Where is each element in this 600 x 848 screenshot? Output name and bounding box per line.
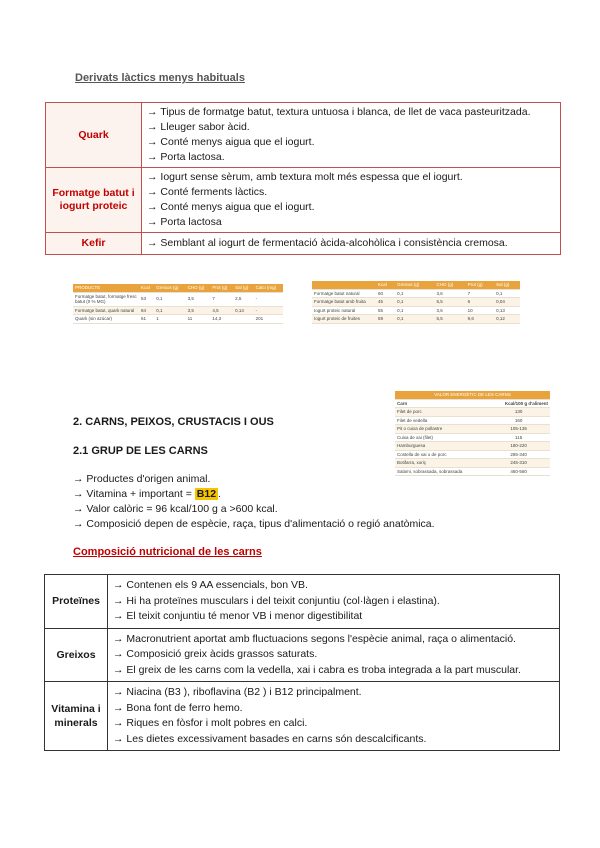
table-title-row bbox=[395, 391, 550, 399]
cell: 0,12 bbox=[494, 315, 520, 324]
column-header: Prot (g) bbox=[210, 284, 233, 292]
table-row bbox=[395, 467, 550, 476]
table-row bbox=[73, 306, 283, 315]
text-line: → Composició greix àcids grassos saturats. bbox=[113, 648, 318, 660]
row-text-vitamina-minerals bbox=[108, 682, 560, 751]
carns-line-valor-caloric: → Valor calòric = 96 kcal/100 g a >600 kcal. bbox=[73, 503, 278, 515]
cell: 4,5 bbox=[210, 306, 233, 315]
cell: 105-135 bbox=[487, 425, 550, 434]
table-title: VALOR ENERGÈTIC DE LES CARNS bbox=[395, 391, 550, 399]
cell: 2,5 bbox=[233, 292, 254, 306]
row-label-proteines: Proteïnes bbox=[45, 575, 108, 629]
table-row bbox=[46, 168, 561, 233]
text-line: → Niacina (B3 ), riboflavina (B2 ) i B12 principalment. bbox=[113, 686, 362, 698]
text-line: → Conté menys aigua que el iogurt. bbox=[147, 201, 315, 213]
cell: 84 bbox=[139, 306, 154, 315]
cell: 61 bbox=[139, 315, 154, 324]
table-row bbox=[395, 433, 550, 442]
cell: 0,13 bbox=[494, 306, 520, 315]
cell: Iogurt proteic de fruites bbox=[312, 315, 376, 324]
column-header: Kcal bbox=[376, 281, 395, 289]
text-line: → Hi ha proteïnes musculars i del teixit conjuntiu (col·làgen i elastina). bbox=[113, 594, 440, 607]
text-line: → Semblant al iogurt de fermentació àcida-alcohòlica i consistència cremosa. bbox=[147, 237, 508, 249]
cell: Quark (sin azúcar) bbox=[73, 315, 139, 324]
cell: 245-310 bbox=[487, 459, 550, 468]
cell: Formatge batut amb fruita bbox=[312, 298, 376, 307]
table-row bbox=[73, 315, 283, 324]
cell: 3,5 bbox=[186, 306, 211, 315]
table-row bbox=[312, 289, 520, 298]
cell: 201 bbox=[254, 315, 283, 324]
cell: 0,1 bbox=[395, 298, 434, 307]
text-line: → Tipus de formatge batut, textura untuosa i blanca, de llet de vaca pasteuritzada. bbox=[147, 106, 531, 118]
cell: Hamburguesa bbox=[395, 442, 487, 451]
cell: 0,1 bbox=[154, 306, 185, 315]
cell: 0,04 bbox=[494, 298, 520, 307]
cell: 60 bbox=[376, 289, 395, 298]
row-text-greixos bbox=[108, 628, 560, 682]
nutrition-image-table-2 bbox=[312, 281, 520, 324]
cell: 180-220 bbox=[487, 442, 550, 451]
cell: Formatge batut, formatge fresc batut (0 % MG) bbox=[73, 292, 139, 306]
cell: Filet de vedella bbox=[395, 416, 487, 425]
cell: 10 bbox=[466, 306, 495, 315]
cell: - bbox=[254, 292, 283, 306]
row-text-kefir bbox=[142, 233, 561, 255]
cell: Formatge batut, quark natural bbox=[73, 306, 139, 315]
cell: 0,1 bbox=[154, 292, 185, 306]
nutrition-image-table-1 bbox=[73, 284, 283, 324]
table-header-row bbox=[395, 399, 550, 408]
cell: 55 bbox=[376, 306, 395, 315]
cell: 59 bbox=[376, 315, 395, 324]
cell: 0,1 bbox=[494, 289, 520, 298]
carns-line-vitamina bbox=[73, 487, 221, 502]
row-label-formatge-batut: Formatge batut i iogurt proteic bbox=[46, 168, 142, 233]
cell: Salami, sobrassada, sobrassada bbox=[395, 467, 487, 476]
table-row bbox=[395, 416, 550, 425]
cell: 7 bbox=[210, 292, 233, 306]
text-line: → Porta lactosa. bbox=[147, 151, 225, 163]
cell: Iogurt proteic natural bbox=[312, 306, 376, 315]
heading-derivats: Derivats làctics menys habituals bbox=[75, 72, 245, 84]
cell: 160 bbox=[487, 416, 550, 425]
table-row bbox=[45, 628, 560, 682]
table-row bbox=[395, 450, 550, 459]
cell: 6 bbox=[466, 298, 495, 307]
table-row bbox=[73, 292, 283, 306]
cell: Cuixa de xai (filet) bbox=[395, 433, 487, 442]
text-line: → El teixit conjuntiu té menor VB i menor digestibilitat bbox=[113, 610, 363, 622]
column-header: CHO (g) bbox=[186, 284, 211, 292]
cell: 0,1 bbox=[395, 289, 434, 298]
column-header: Kcal bbox=[139, 284, 154, 292]
row-text-quark bbox=[142, 103, 561, 168]
text-line: → Lleuger sabor àcid. bbox=[147, 121, 250, 133]
column-header: Prot (g) bbox=[466, 281, 495, 289]
row-label-vitamina-minerals: Vitamina i minerals bbox=[45, 682, 108, 751]
cell: 3,5 bbox=[186, 292, 211, 306]
table-row bbox=[312, 298, 520, 307]
heading-composicio: Composició nutricional de les carns bbox=[73, 546, 262, 558]
column-header: Greixos (g) bbox=[154, 284, 185, 292]
cell: 11 bbox=[186, 315, 211, 324]
cell: 3,6 bbox=[434, 289, 465, 298]
column-header: CHO (g) bbox=[434, 281, 465, 289]
column-header: Carn bbox=[395, 399, 487, 408]
cell: Costella de xai o de porc bbox=[395, 450, 487, 459]
table-row bbox=[45, 682, 560, 751]
text-line: → Conté menys aigua que el iogurt. bbox=[147, 136, 315, 148]
table-header-row bbox=[73, 284, 283, 292]
carns-line-composicio: → Composició depen de espècie, raça, tipus d'alimentació o regió anatòmica. bbox=[73, 518, 435, 530]
text-line: → El greix de les carns com la vedella, xai i cabra es troba integrada a la part muscular. bbox=[113, 663, 521, 676]
cell: 1 bbox=[154, 315, 185, 324]
row-text-formatge-batut bbox=[142, 168, 561, 233]
column-header: Calci (mg) bbox=[254, 284, 283, 292]
text-line: → Conté ferments làctics. bbox=[147, 186, 268, 198]
cell bbox=[233, 315, 254, 324]
cell: 0,1 bbox=[395, 306, 434, 315]
column-header: Kcal/100 g d'aliment bbox=[487, 399, 550, 408]
text-line: → Porta lactosa bbox=[147, 216, 222, 228]
row-text-proteines bbox=[108, 575, 560, 629]
cell: Formatge batut natural bbox=[312, 289, 376, 298]
energy-value-image-table bbox=[395, 391, 550, 476]
cell: Filet de porc bbox=[395, 408, 487, 417]
table-row bbox=[46, 233, 561, 255]
carns-line-origen: → Productes d'origen animal. bbox=[73, 473, 211, 485]
composicio-table bbox=[44, 574, 560, 751]
text-line: → Contenen els 9 AA essencials, bon VB. bbox=[113, 579, 308, 591]
cell: 9,6 bbox=[466, 315, 495, 324]
text-line: → Iogurt sense sèrum, amb textura molt més espessa que el iogurt. bbox=[147, 171, 463, 183]
table-row bbox=[395, 459, 550, 468]
subsection-heading: 2.1 GRUP DE LES CARNS bbox=[73, 445, 208, 457]
column-header: PRODUCTE bbox=[73, 284, 139, 292]
cell: 130 bbox=[487, 408, 550, 417]
cell: Botifarra, xoriç bbox=[395, 459, 487, 468]
column-header: Sal (g) bbox=[494, 281, 520, 289]
cell: 115 bbox=[487, 433, 550, 442]
row-label-kefir: Kefir bbox=[46, 233, 142, 255]
vitamina-text: → Vitamina + important = bbox=[73, 488, 195, 500]
table-row bbox=[312, 306, 520, 315]
cell: 285-340 bbox=[487, 450, 550, 459]
cell: - bbox=[254, 306, 283, 315]
table-row bbox=[45, 575, 560, 629]
cell: 14,3 bbox=[210, 315, 233, 324]
text-line: → Les dietes excessivament basades en carns són descalcificants. bbox=[113, 732, 427, 745]
section-heading: 2. CARNS, PEIXOS, CRUSTACIS I OUS bbox=[73, 416, 274, 428]
table-header-row bbox=[312, 281, 520, 289]
cell: 53 bbox=[139, 292, 154, 306]
cell: 7 bbox=[466, 289, 495, 298]
column-header: Greixos (g) bbox=[395, 281, 434, 289]
b12-highlight: B12 bbox=[196, 488, 217, 500]
table-row bbox=[395, 408, 550, 417]
cell: 45 bbox=[376, 298, 395, 307]
table-row bbox=[395, 442, 550, 451]
text-line: → Riques en fòsfor i molt pobres en calci. bbox=[113, 717, 308, 729]
cell: 3,6 bbox=[434, 306, 465, 315]
vitamina-suffix: . bbox=[218, 488, 221, 500]
cell: 5,5 bbox=[434, 298, 465, 307]
column-header: Sal (g) bbox=[233, 284, 254, 292]
row-label-quark: Quark bbox=[46, 103, 142, 168]
column-header bbox=[312, 281, 376, 289]
table-row bbox=[312, 315, 520, 324]
cell: 0,1 bbox=[395, 315, 434, 324]
row-label-greixos: Greixos bbox=[45, 628, 108, 682]
text-line: → Bona font de ferro hemo. bbox=[113, 701, 243, 714]
cell: 460-560 bbox=[487, 467, 550, 476]
table-row bbox=[395, 425, 550, 434]
text-line: → Macronutrient aportat amb fluctuacions segons l'espècie animal, raça o alimentació. bbox=[113, 632, 516, 645]
table-row bbox=[46, 103, 561, 168]
cell: Pit o cuixa de pollastre bbox=[395, 425, 487, 434]
derivats-table bbox=[45, 102, 561, 255]
cell: 0,14 bbox=[233, 306, 254, 315]
cell: 5,5 bbox=[434, 315, 465, 324]
